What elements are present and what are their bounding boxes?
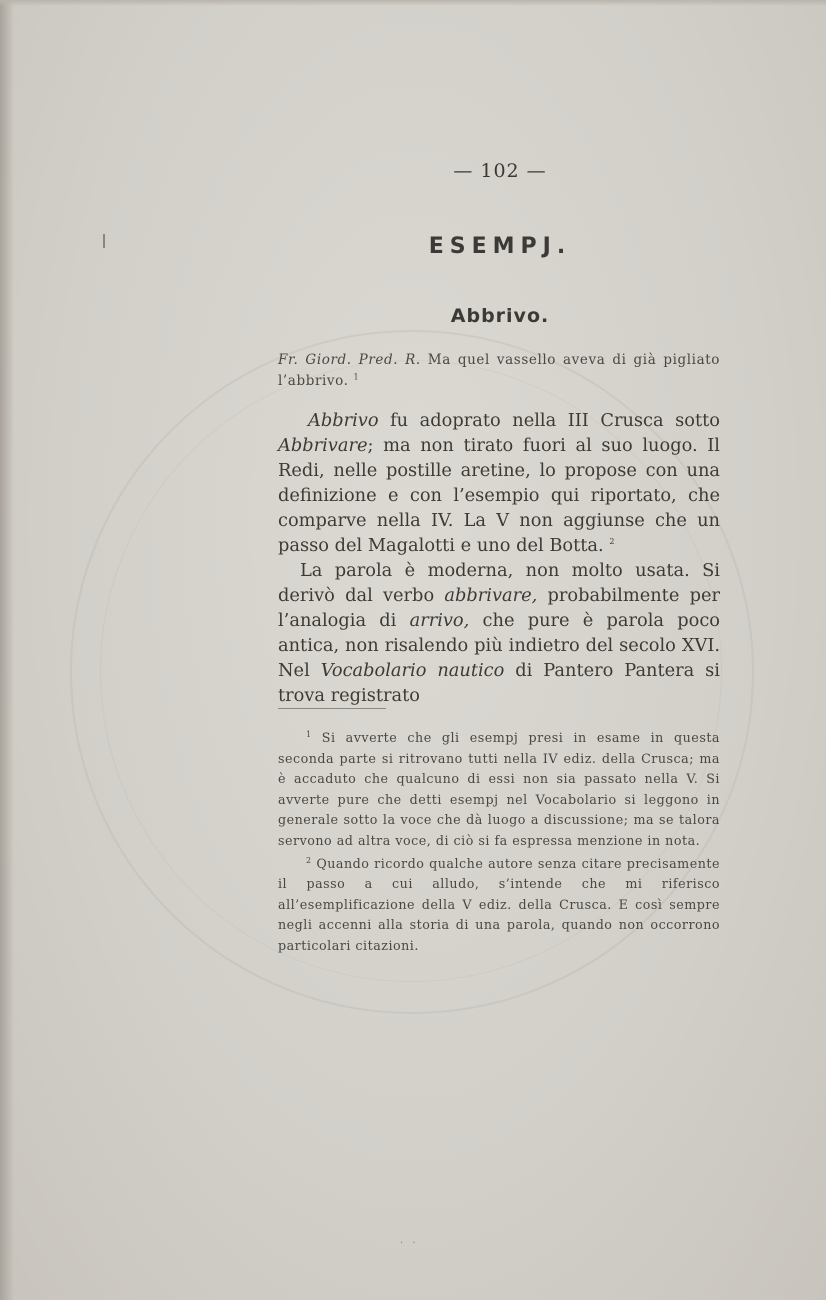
margin-mark (103, 234, 105, 248)
citation-example (278, 350, 720, 392)
footnote-ref-2: 2 (609, 537, 615, 547)
paragraph-1 (278, 408, 720, 558)
body-text (278, 408, 720, 708)
footnote-divider (278, 708, 386, 709)
citation-text: Ma quel vassello aveva di già pigliato l’abbrivo. (278, 352, 720, 389)
footnote-1-marker: 1 (306, 729, 312, 739)
page-edge-shadow (0, 0, 14, 1300)
footnote-1-text: Si avverte che gli esempj presi in esame in questa seconda parte si ritrovano tutti nella IV ediz. della Crusca; ma è accaduto che qualcuno di essi non sia passato nella V. Si avverte pure che detti esempj nel Vocabolario si leggono in generale sotto la voce che dà luogo a discussione; ma se talora servono ad altra voce, di ciò si fa espressa menzione in nota. (278, 730, 720, 848)
footnote-2 (278, 854, 720, 957)
margin-dots: · · (400, 1238, 419, 1249)
page-number: — 102 — (453, 160, 547, 182)
citation-source: Fr. Giord. Pred. R. (278, 352, 421, 368)
footnote-1 (278, 728, 720, 852)
paragraph-2-text-a: La parola è moderna, non molto usata. Si derivò dal verbo (278, 560, 720, 606)
paragraph-1-text-b: ; ma non tirato fuori al suo luogo. Il Redi, nelle postille aretine, lo propose con una definizione e con l’esempio qui riportato, che comparve nella IV. La V non aggiunse che un passo del Magalotti e uno del Botta. (278, 435, 720, 556)
term-vocabolario-nautico: Vocabolario nautico (320, 660, 505, 681)
page-top-edge (0, 0, 826, 6)
paragraph-1-text-a: fu adoprato nella III Crusca sotto (378, 410, 720, 431)
paragraph-2 (278, 558, 720, 708)
footnotes (278, 728, 720, 959)
paragraph-2-text-b: probabilmente per l’analogia di (278, 585, 720, 631)
footnote-2-text: Quando ricordo qualche autore senza citare precisamente il passo a cui alludo, s’intende che mi riferisco all’esemplificazione della V ediz. della Crusca. E così sempre negli accenni alla storia di una parola, quando non occorrono particolari citazioni. (278, 855, 720, 953)
section-title: ESEMPJ. (428, 234, 572, 259)
footnote-ref-1: 1 (353, 372, 360, 382)
paragraph-2-text-d: di Pantero Pantera si trova registrato (278, 660, 720, 706)
term-abbrivare-verb: abbrivare, (444, 585, 538, 606)
term-arrivo: arrivo, (409, 610, 470, 631)
entry-title: Abbrivo. (450, 305, 550, 327)
footnote-2-marker: 2 (306, 855, 312, 865)
term-abbrivare: Abbrivare (278, 435, 368, 456)
paragraph-2-text-c: che pure è parola poco antica, non risalendo più indietro del secolo XVI. Nel (278, 610, 720, 681)
term-abbrivo: Abbrivo (308, 410, 379, 431)
